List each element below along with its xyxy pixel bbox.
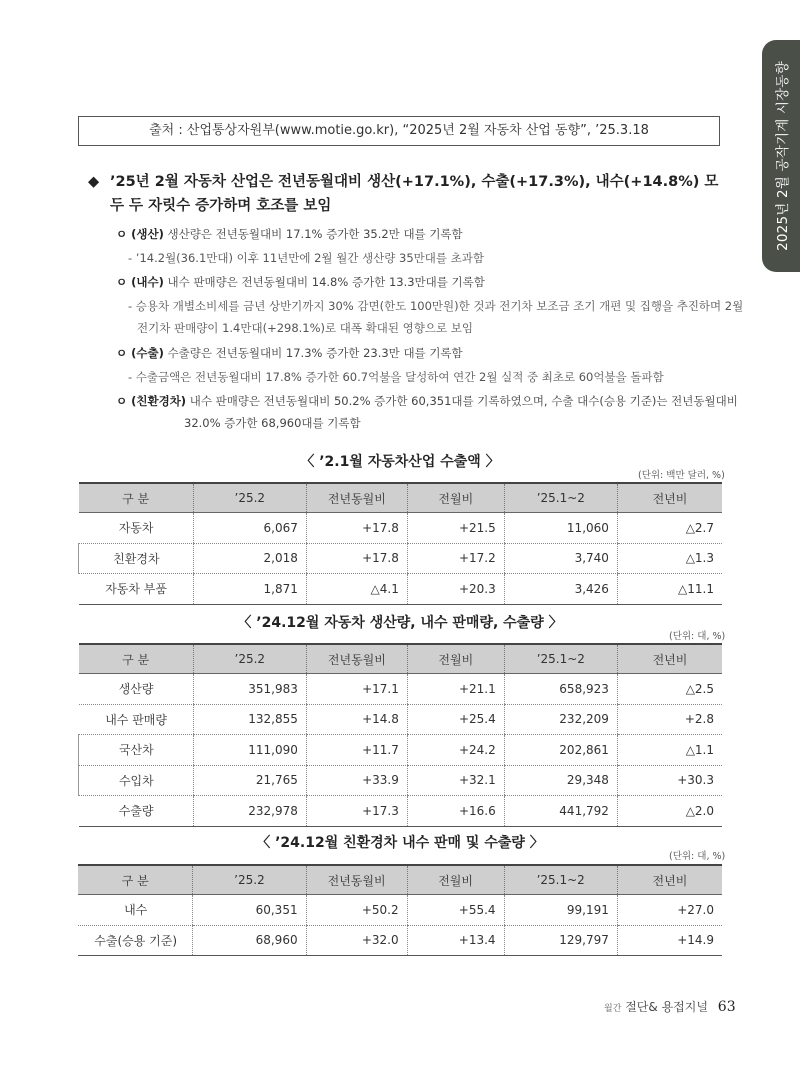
side-tab-label: 2025년 2월 공작기계 시장동향: [775, 61, 791, 251]
table3-unit: (단위: 대, %): [669, 851, 726, 862]
row-label: 수입차: [79, 765, 194, 796]
table-cell: 111,090: [193, 735, 306, 766]
section-side-tab: [762, 40, 800, 272]
table-row: [78, 925, 722, 956]
table-cell: 232,978: [193, 796, 306, 827]
bullet-eco: [116, 393, 738, 409]
table-row: [79, 513, 723, 544]
table-cell: △2.7: [617, 513, 722, 544]
table-cell: 441,792: [504, 796, 617, 827]
table-cell: 132,855: [193, 704, 306, 735]
bullet-text: 내수 판매량은 전년동월대비 14.8% 증가한 13.3만대를 기록함: [163, 275, 485, 289]
table-row: [79, 674, 723, 705]
table-row: [79, 704, 723, 735]
row-label: 국산차: [79, 735, 194, 766]
table-cell: +14.9: [617, 925, 722, 956]
table-cell: 68,960: [193, 925, 306, 956]
table-cell: 202,861: [504, 735, 617, 766]
sub-production: - ’14.2월(36.1만대) 이후 11년만에 2월 월간 생산량 35만대를 초과함: [128, 251, 484, 265]
row-label: 수출(승용 기준): [78, 925, 193, 956]
sub-domestic-1: - 승용차 개별소비세를 금년 상반기까지 30% 감면(한도 100만원)한 것과 전기차 보조금 조기 개편 및 집행을 추진하며 2월: [128, 299, 744, 313]
table-cell: 3,426: [504, 574, 617, 605]
table-cell: +11.7: [306, 735, 407, 766]
table-cell: +17.3: [306, 796, 407, 827]
header-cell: 구 분: [79, 483, 194, 513]
bullet-label: ㅇ (수출): [116, 346, 164, 360]
source-box: 출처 : 산업통상자원부(www.motie.go.kr), “2025년 2월 자동차 산업 동향”, ’25.3.18: [78, 116, 720, 146]
table-row: [79, 543, 723, 574]
table-cell: +50.2: [306, 895, 407, 926]
table-row: [79, 796, 723, 827]
table-cell: △4.1: [306, 574, 407, 605]
table-cell: +17.2: [407, 543, 504, 574]
table-cell: 29,348: [504, 765, 617, 796]
table-cell: +17.8: [306, 513, 407, 544]
table-cell: +30.3: [617, 765, 722, 796]
table1-unit: (단위: 백만 달러, %): [638, 470, 725, 481]
bullet-domestic: [116, 274, 485, 290]
header-cell: ’25.1~2: [504, 865, 617, 895]
table-cell: +17.8: [306, 543, 407, 574]
bullet-text: 생산량은 전년동월대비 17.1% 증가한 35.2만 대를 기록함: [163, 227, 463, 241]
table-eco-vehicles: [78, 864, 722, 956]
table-cell: 351,983: [193, 674, 306, 705]
table-export-value: [78, 482, 722, 605]
row-label: 자동차 부품: [79, 574, 194, 605]
table-cell: +16.6: [407, 796, 504, 827]
bullet-text: 내수 판매량은 전년동월대비 50.2% 증가한 60,351대를 기록하였으며, 수출 대수(승용 기준)는 전년동월대비: [186, 394, 738, 408]
row-label: 내수: [78, 895, 193, 926]
table-row: [78, 895, 722, 926]
header-cell: 구 분: [78, 865, 193, 895]
header-cell: 전월비: [407, 483, 504, 513]
table-cell: △1.3: [617, 543, 722, 574]
header-cell: 전년동월비: [306, 865, 407, 895]
table-header-row: [78, 865, 722, 895]
table2-title: 〈 ’24.12월 자동차 생산량, 내수 판매량, 수출량 〉: [237, 615, 563, 631]
sub-domestic-2: 전기차 판매량이 1.4만대(+298.1%)로 대폭 확대된 영향으로 보임: [137, 321, 473, 335]
bullet-label: ㅇ (친환경차): [116, 394, 187, 408]
table-cell: 6,067: [193, 513, 306, 544]
table-cell: +32.0: [306, 925, 407, 956]
table-cell: 60,351: [193, 895, 306, 926]
header-cell: 전월비: [407, 865, 504, 895]
footer-title: 절단& 용접지널: [625, 1000, 708, 1014]
bullet-label: ㅇ (내수): [116, 275, 164, 289]
table-row: [79, 735, 723, 766]
table-header-row: [79, 644, 723, 674]
bullet-export: [116, 345, 463, 361]
table-cell: 21,765: [193, 765, 306, 796]
bullet-label: ㅇ (생산): [116, 227, 164, 241]
header-cell: 구 분: [79, 644, 194, 674]
header-cell: ’25.2: [193, 865, 306, 895]
table-cell: +17.1: [306, 674, 407, 705]
table-cell: +2.8: [617, 704, 722, 735]
row-label: 생산량: [79, 674, 194, 705]
table-cell: △1.1: [617, 735, 722, 766]
page-number: 63: [717, 999, 736, 1015]
header-cell: 전년동월비: [306, 483, 407, 513]
table-cell: △2.5: [617, 674, 722, 705]
header-cell: 전년비: [617, 644, 722, 674]
table-production-sales: [78, 643, 722, 827]
table-cell: 3,740: [504, 543, 617, 574]
row-label: 자동차: [79, 513, 194, 544]
sub-export: - 수출금액은 전년동월대비 17.8% 증가한 60.7억불을 달성하여 연간 2월 실적 중 최초로 60억불을 돌파함: [128, 370, 664, 384]
header-cell: 전년동월비: [306, 644, 407, 674]
table-cell: 658,923: [504, 674, 617, 705]
row-label: 수출량: [79, 796, 194, 827]
header-cell: ’25.1~2: [504, 644, 617, 674]
table-header-row: [79, 483, 723, 513]
table2-unit: (단위: 대, %): [669, 631, 726, 642]
header-cell: 전년비: [617, 865, 722, 895]
footer-magazine-label: 월간: [604, 1004, 622, 1014]
table-cell: +33.9: [306, 765, 407, 796]
row-label: 내수 판매량: [79, 704, 194, 735]
bullet-production: [116, 226, 463, 242]
table-cell: +55.4: [407, 895, 504, 926]
table-cell: +21.5: [407, 513, 504, 544]
table-cell: +25.4: [407, 704, 504, 735]
header-cell: ’25.2: [193, 483, 306, 513]
table-cell: +27.0: [617, 895, 722, 926]
table-row: [79, 765, 723, 796]
table-cell: △2.0: [617, 796, 722, 827]
diamond-icon: ◆: [88, 174, 100, 190]
table-cell: +20.3: [407, 574, 504, 605]
table-cell: +32.1: [407, 765, 504, 796]
table-cell: △11.1: [617, 574, 722, 605]
header-cell: 전월비: [407, 644, 504, 674]
table-row: [79, 574, 723, 605]
page-footer: [604, 998, 736, 1015]
table3-title: 〈 ’24.12월 친환경차 내수 판매 및 수출량 〉: [256, 835, 544, 851]
table-cell: +13.4: [407, 925, 504, 956]
table-cell: 1,871: [193, 574, 306, 605]
table1-title: 〈 ’2.1월 자동차산업 수출액 〉: [300, 454, 500, 470]
table-cell: 11,060: [504, 513, 617, 544]
header-cell: ’25.2: [193, 644, 306, 674]
table-cell: +24.2: [407, 735, 504, 766]
table-cell: +14.8: [306, 704, 407, 735]
table-cell: +21.1: [407, 674, 504, 705]
table-cell: 99,191: [504, 895, 617, 926]
table-cell: 232,209: [504, 704, 617, 735]
table-cell: 129,797: [504, 925, 617, 956]
headline: [88, 170, 728, 218]
bullet-text: 수출량은 전년동월대비 17.3% 증가한 23.3만 대를 기록함: [163, 346, 463, 360]
bullet-eco-cont: 32.0% 증가한 68,960대를 기록함: [184, 416, 361, 430]
header-cell: ’25.1~2: [504, 483, 617, 513]
headline-text: ’25년 2월 자동차 산업은 전년동월대비 생산(+17.1%), 수출(+17.3%), 내수(+14.8%) 모두 두 자릿수 증가하며 호조를 보임: [110, 174, 719, 214]
table-cell: 2,018: [193, 543, 306, 574]
header-cell: 전년비: [617, 483, 722, 513]
row-label: 친환경차: [79, 543, 194, 574]
